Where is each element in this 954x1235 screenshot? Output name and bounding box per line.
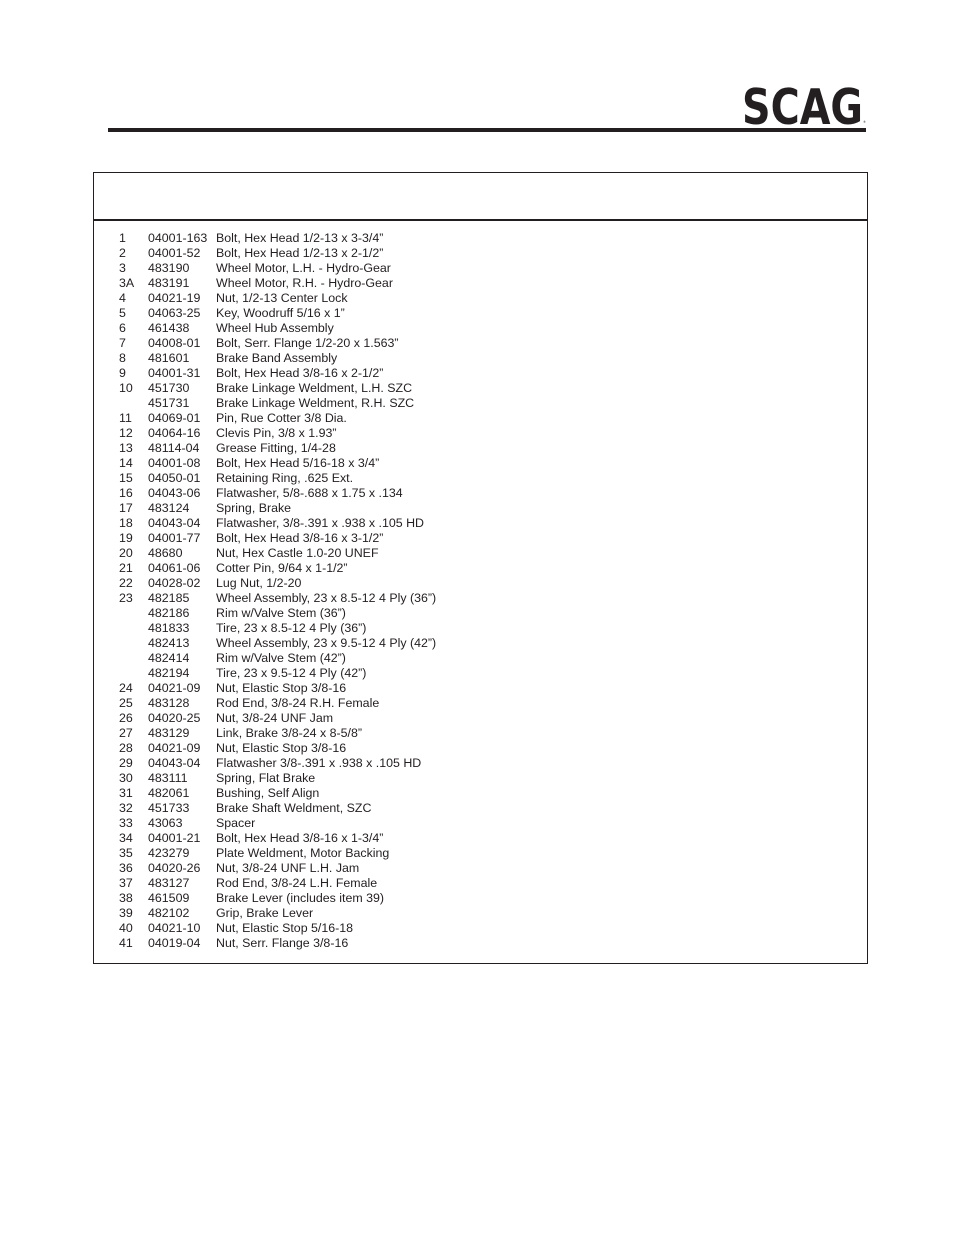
- part-description: Brake Lever (includes item 39): [216, 891, 385, 905]
- table-row: [119, 246, 716, 261]
- ref-number: 22: [119, 576, 133, 590]
- part-number: 482414: [148, 651, 190, 665]
- part-description: Retaining Ring, .625 Ext.: [216, 471, 354, 485]
- part-number: 04020-26: [148, 861, 201, 875]
- part-number: 04020-25: [148, 711, 201, 725]
- part-number: 483191: [148, 276, 190, 290]
- ref-number: 30: [119, 771, 133, 785]
- part-number: 04061-06: [148, 561, 201, 575]
- part-number: 04043-04: [148, 516, 201, 530]
- part-description: Nut, Elastic Stop 5/16-18: [216, 921, 354, 935]
- svg-text:®: ®: [863, 120, 866, 124]
- part-number: 451730: [148, 381, 190, 395]
- part-number: 04001-77: [148, 531, 201, 545]
- parts-list-header: [94, 173, 867, 221]
- table-row: [119, 681, 716, 696]
- ref-number: 20: [119, 546, 133, 560]
- part-description: Nut, 3/8-24 UNF L.H. Jam: [216, 861, 360, 875]
- table-row: [119, 336, 716, 351]
- part-description: Lug Nut, 1/2-20: [216, 576, 302, 590]
- part-number: 483127: [148, 876, 190, 890]
- part-number: 423279: [148, 846, 190, 860]
- ref-number: 24: [119, 681, 133, 695]
- table-row: [119, 441, 716, 456]
- part-description: Plate Weldment, Motor Backing: [216, 846, 390, 860]
- table-row: [119, 381, 716, 396]
- part-description: Nut, Elastic Stop 3/8-16: [216, 741, 347, 755]
- table-row: [119, 651, 716, 666]
- ref-number: 12: [119, 426, 133, 440]
- table-row: [119, 456, 716, 471]
- part-number: 48680: [148, 546, 183, 560]
- part-description: Nut, Hex Castle 1.0-20 UNEF: [216, 546, 379, 560]
- table-row: [119, 531, 716, 546]
- part-description: Spacer: [216, 816, 256, 830]
- ref-number: 34: [119, 831, 133, 845]
- part-description: Nut, 3/8-24 UNF Jam: [216, 711, 334, 725]
- ref-number: 18: [119, 516, 133, 530]
- table-row: [119, 306, 716, 321]
- ref-number: 6: [119, 321, 126, 335]
- part-description: Bolt, Hex Head 3/8-16 x 3-1/2”: [216, 531, 384, 545]
- ref-number: 38: [119, 891, 133, 905]
- part-description: Wheel Assembly, 23 x 9.5-12 4 Ply (42”): [216, 636, 437, 650]
- ref-number: 19: [119, 531, 133, 545]
- table-row: [119, 561, 716, 576]
- table-row: [119, 921, 716, 936]
- table-row: [119, 876, 716, 891]
- part-description: Bolt, Hex Head 3/8-16 x 1-3/4”: [216, 831, 384, 845]
- ref-number: 3A: [119, 276, 135, 290]
- part-description: Key, Woodruff 5/16 x 1”: [216, 306, 345, 320]
- table-row: [119, 636, 716, 651]
- table-row: [119, 771, 716, 786]
- part-number: 48114-04: [148, 441, 200, 455]
- table-row: [119, 291, 716, 306]
- part-number: 481833: [148, 621, 190, 635]
- table-row: [119, 831, 716, 846]
- part-description: Bolt, Hex Head 1/2-13 x 2-1/2”: [216, 246, 384, 260]
- ref-number: 35: [119, 846, 133, 860]
- part-number: 482194: [148, 666, 190, 680]
- part-number: 461509: [148, 891, 190, 905]
- part-number: 04069-01: [148, 411, 201, 425]
- part-number: 04021-10: [148, 921, 201, 935]
- table-row: [119, 396, 716, 411]
- part-number: 04021-19: [148, 291, 201, 305]
- part-description: Spring, Flat Brake: [216, 771, 316, 785]
- table-row: [119, 756, 716, 771]
- part-description: Brake Linkage Weldment, L.H. SZC: [216, 381, 413, 395]
- part-number: 04043-04: [148, 756, 201, 770]
- part-description: Nut, Elastic Stop 3/8-16: [216, 681, 347, 695]
- table-row: [119, 696, 716, 711]
- part-number: 483190: [148, 261, 190, 275]
- part-number: 481601: [148, 351, 190, 365]
- table-row: [119, 606, 716, 621]
- table-row: [119, 786, 716, 801]
- part-description: Flatwasher 3/8-.391 x .938 x .105 HD: [216, 756, 422, 770]
- part-number: 04008-01: [148, 336, 201, 350]
- part-number: 482185: [148, 591, 190, 605]
- ref-number: 37: [119, 876, 133, 890]
- part-number: 483128: [148, 696, 190, 710]
- ref-number: 8: [119, 351, 126, 365]
- part-description: Spring, Brake: [216, 501, 292, 515]
- part-number: 04001-163: [148, 231, 208, 245]
- part-description: Brake Shaft Weldment, SZC: [216, 801, 372, 815]
- part-description: Brake Band Assembly: [216, 351, 338, 365]
- part-description: Wheel Motor, R.H. - Hydro-Gear: [216, 276, 393, 290]
- part-description: Grip, Brake Lever: [216, 906, 314, 920]
- table-row: [119, 711, 716, 726]
- part-description: Bolt, Serr. Flange 1/2-20 x 1.563”: [216, 336, 399, 350]
- ref-number: 33: [119, 816, 133, 830]
- part-description: Grease Fitting, 1/4-28: [216, 441, 336, 455]
- ref-number: 10: [119, 381, 133, 395]
- table-row: [119, 516, 716, 531]
- part-number: 461438: [148, 321, 190, 335]
- ref-number: 15: [119, 471, 133, 485]
- ref-number: 23: [119, 591, 133, 605]
- part-number: 04050-01: [148, 471, 201, 485]
- ref-number: 41: [119, 936, 133, 950]
- part-number: 482102: [148, 906, 190, 920]
- parts-list: [119, 231, 716, 951]
- table-row: [119, 411, 716, 426]
- ref-number: 17: [119, 501, 133, 515]
- part-number: 482413: [148, 636, 190, 650]
- part-description: Tire, 23 x 9.5-12 4 Ply (42”): [216, 666, 367, 680]
- part-description: Tire, 23 x 8.5-12 4 Ply (36”): [216, 621, 367, 635]
- ref-number: 5: [119, 306, 126, 320]
- ref-number: 31: [119, 786, 133, 800]
- part-description: Pin, Rue Cotter 3/8 Dia.: [216, 411, 347, 425]
- table-row: [119, 861, 716, 876]
- part-number: 04001-52: [148, 246, 201, 260]
- header-rule: [108, 128, 866, 132]
- part-description: Rod End, 3/8-24 R.H. Female: [216, 696, 380, 710]
- part-description: Cotter Pin, 9/64 x 1-1/2”: [216, 561, 348, 575]
- part-number: 04064-16: [148, 426, 201, 440]
- table-row: [119, 906, 716, 921]
- ref-number: 2: [119, 246, 126, 260]
- part-description: Clevis Pin, 3/8 x 1.93”: [216, 426, 337, 440]
- ref-number: 21: [119, 561, 133, 575]
- part-number: 483129: [148, 726, 190, 740]
- table-row: [119, 321, 716, 336]
- part-number: 482186: [148, 606, 190, 620]
- ref-number: 11: [119, 411, 132, 425]
- part-description: Wheel Motor, L.H. - Hydro-Gear: [216, 261, 391, 275]
- part-number: 04001-31: [148, 366, 201, 380]
- ref-number: 16: [119, 486, 133, 500]
- ref-number: 25: [119, 696, 133, 710]
- ref-number: 14: [119, 456, 133, 470]
- table-row: [119, 276, 716, 291]
- table-row: [119, 231, 716, 246]
- part-description: Rim w/Valve Stem (42”): [216, 651, 346, 665]
- ref-number: 27: [119, 726, 133, 740]
- part-description: Bolt, Hex Head 5/16-18 x 3/4”: [216, 456, 380, 470]
- part-description: Wheel Assembly, 23 x 8.5-12 4 Ply (36”): [216, 591, 437, 605]
- table-row: [119, 891, 716, 906]
- part-number: 451731: [148, 396, 190, 410]
- table-row: [119, 741, 716, 756]
- part-description: Bolt, Hex Head 3/8-16 x 2-1/2”: [216, 366, 384, 380]
- part-description: Wheel Hub Assembly: [216, 321, 334, 335]
- ref-number: 3: [119, 261, 126, 275]
- part-number: 04021-09: [148, 681, 201, 695]
- table-row: [119, 621, 716, 636]
- table-row: [119, 801, 716, 816]
- table-row: [119, 936, 716, 951]
- part-number: 451733: [148, 801, 190, 815]
- scag-logo: [742, 86, 867, 126]
- ref-number: 7: [119, 336, 126, 350]
- ref-number: 13: [119, 441, 133, 455]
- ref-number: 9: [119, 366, 126, 380]
- part-number: 43063: [148, 816, 183, 830]
- ref-number: 40: [119, 921, 133, 935]
- part-description: Bushing, Self Align: [216, 786, 320, 800]
- ref-number: 4: [119, 291, 126, 305]
- part-number: 483124: [148, 501, 190, 515]
- part-description: Rod End, 3/8-24 L.H. Female: [216, 876, 378, 890]
- ref-number: 32: [119, 801, 133, 815]
- part-description: Link, Brake 3/8-24 x 8-5/8”: [216, 726, 363, 740]
- table-row: [119, 426, 716, 441]
- part-description: Brake Linkage Weldment, R.H. SZC: [216, 396, 415, 410]
- part-description: Flatwasher, 3/8-.391 x .938 x .105 HD: [216, 516, 424, 530]
- table-row: [119, 501, 716, 516]
- table-row: [119, 546, 716, 561]
- table-row: [119, 816, 716, 831]
- ref-number: 39: [119, 906, 133, 920]
- part-description: Flatwasher, 5/8-.688 x 1.75 x .134: [216, 486, 403, 500]
- part-number: 04001-21: [148, 831, 201, 845]
- part-number: 04063-25: [148, 306, 201, 320]
- part-number: 482061: [148, 786, 190, 800]
- ref-number: 26: [119, 711, 133, 725]
- part-number: 04019-04: [148, 936, 201, 950]
- part-number: 04043-06: [148, 486, 201, 500]
- part-number: 04028-02: [148, 576, 201, 590]
- logo-wordmark: SCAG: [742, 86, 863, 126]
- part-number: 04001-08: [148, 456, 201, 470]
- ref-number: 28: [119, 741, 133, 755]
- table-row: [119, 351, 716, 366]
- table-row: [119, 261, 716, 276]
- ref-number: 36: [119, 861, 133, 875]
- part-description: Nut, Serr. Flange 3/8-16: [216, 936, 349, 950]
- part-description: Rim w/Valve Stem (36”): [216, 606, 346, 620]
- table-row: [119, 726, 716, 741]
- table-row: [119, 366, 716, 381]
- part-number: 483111: [148, 771, 188, 785]
- part-number: 04021-09: [148, 741, 201, 755]
- table-row: [119, 666, 716, 681]
- table-row: [119, 486, 716, 501]
- table-row: [119, 576, 716, 591]
- table-row: [119, 846, 716, 861]
- table-row: [119, 591, 716, 606]
- part-description: Nut, 1/2-13 Center Lock: [216, 291, 348, 305]
- ref-number: 29: [119, 756, 133, 770]
- part-description: Bolt, Hex Head 1/2-13 x 3-3/4”: [216, 231, 384, 245]
- table-row: [119, 471, 716, 486]
- ref-number: 1: [119, 231, 126, 245]
